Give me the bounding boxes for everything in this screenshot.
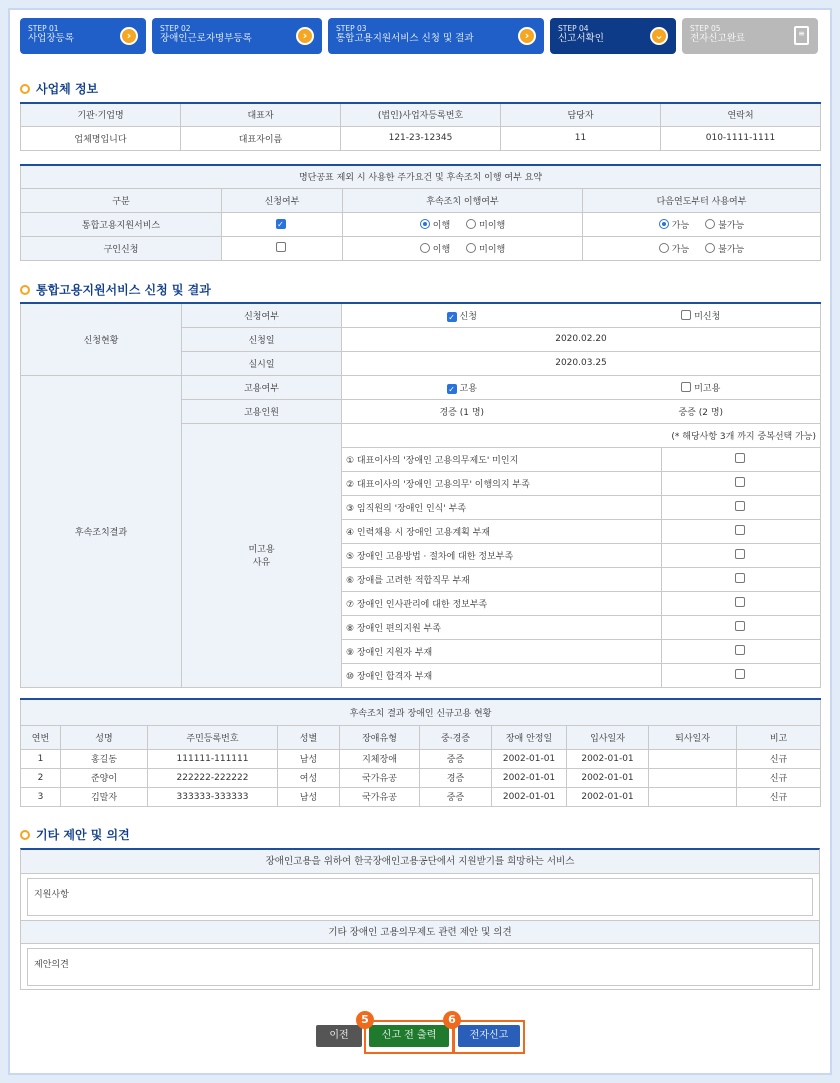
apply-yes-option[interactable]: ✓ 신청	[448, 311, 477, 322]
reason-checkbox[interactable]	[735, 597, 745, 607]
apply-date: 2020.02.20	[342, 327, 821, 351]
field-label: 고용여부	[182, 375, 342, 399]
row-label: 구인신청	[21, 236, 222, 260]
step-number: STEP 02	[160, 24, 191, 33]
column-header: (법인)사업자등록번호	[341, 103, 501, 126]
section-heading-opinion: 기타 제안 및 의견	[20, 826, 130, 843]
step-title: 통합고용지원서비스 신청 및 결과	[336, 33, 474, 44]
step-1[interactable]	[20, 18, 146, 54]
implementation-date: 2020.03.25	[342, 351, 821, 375]
prev-button[interactable]: 이전	[316, 1025, 362, 1047]
step-title: 전자신고완료	[690, 33, 746, 44]
field-label: 신청일	[182, 327, 342, 351]
step-title: 장애인근로자명부등록	[160, 33, 252, 44]
step-badge-5: 5	[356, 1011, 374, 1029]
radio-followup-do[interactable]: 이행	[420, 221, 450, 231]
hire-no-option[interactable]: 미고용	[582, 381, 821, 394]
hire-yes-option[interactable]: ✓ 고용	[448, 383, 477, 394]
column-header: 담당자	[501, 103, 661, 126]
table-row: 3 김말자 333333-333333 남성 국가유공 중증 2002-01-01 2002-01-01 신규	[21, 787, 821, 806]
table-header-row: 연번 성명 주민등록번호 성별 장애유형 중·경증 장애 안정일 입사일자 퇴사일자 비고	[21, 725, 821, 749]
apply-checkbox[interactable]	[276, 242, 286, 252]
company-table	[20, 102, 821, 151]
radio-icon	[659, 219, 669, 229]
contact: 010-1111-1111	[661, 126, 821, 150]
group-followup-result: 후속조치결과	[21, 375, 182, 687]
step-number: STEP 04	[558, 24, 589, 33]
chevron-right-icon: ›	[296, 27, 314, 45]
reason-note: (* 해당사항 3개 까지 중복선택 가능)	[342, 423, 821, 447]
column-header: 후속조치 이행여부	[343, 188, 583, 212]
submit-button[interactable]: 전자신고	[458, 1025, 520, 1047]
reason-item: ④ 인력채용 시 장애인 고용계획 부재	[342, 519, 662, 543]
group-apply-status: 신청현황	[21, 303, 182, 375]
reason-checkbox[interactable]	[735, 477, 745, 487]
field-label: 신청여부	[182, 303, 342, 327]
radio-icon	[420, 243, 430, 253]
reason-item: ⑥ 장애를 고려한 적합직무 부재	[342, 567, 662, 591]
step-number: STEP 05	[690, 24, 721, 33]
severe-count: 중증 (2 명)	[678, 407, 724, 418]
chevron-right-icon: ›	[518, 27, 536, 45]
reason-label: 미고용 사유	[182, 423, 342, 687]
reason-checkbox[interactable]	[735, 549, 745, 559]
checkbox-icon: ✓	[448, 312, 455, 322]
table-row: 1 홍길동 111111-111111 남성 지체장애 중증 2002-01-01 2002-01-01 신규	[21, 749, 821, 768]
reason-item: ⑤ 장애인 고용방법 · 절차에 대한 정보부족	[342, 543, 662, 567]
checkbox-icon: ✓	[448, 384, 455, 394]
step-3[interactable]	[328, 18, 544, 54]
radio-next-yes[interactable]: 가능	[659, 221, 689, 231]
step-title: 신고서확인	[558, 33, 604, 44]
chevron-right-icon: ›	[120, 27, 138, 45]
column-header: 연락처	[661, 103, 821, 126]
reason-checkbox[interactable]	[735, 573, 745, 583]
reason-item: ② 대표이사의 '장애인 고용의무' 이행의지 부족	[342, 471, 662, 495]
column-header: 구분	[21, 188, 222, 212]
section-heading-company: 사업체 정보	[20, 80, 98, 97]
step-title: 사업장등록	[28, 33, 74, 44]
reason-item: ① 대표이사의 '장애인 고용의무제도' 미인지	[342, 447, 662, 471]
bullet-icon	[20, 830, 30, 840]
radio-next-no[interactable]: 불가능	[705, 245, 744, 255]
document-icon: ≡	[794, 26, 809, 45]
table-row: 2 준양이 222222-222222 여성 국가유공 경증 2002-01-01 2002-01-01 신규	[21, 768, 821, 787]
reason-checkbox[interactable]	[735, 645, 745, 655]
reason-item: ⑨ 장애인 지원자 부재	[342, 639, 662, 663]
summary-title: 명단공표 제외 시 사용한 주가요건 및 후속조치 이행 여부 요약	[21, 165, 821, 188]
representative: 대표자이름	[181, 126, 341, 150]
reason-checkbox[interactable]	[735, 453, 745, 463]
radio-followup-not[interactable]: 미이행	[466, 245, 505, 255]
radio-followup-not[interactable]: 미이행	[466, 221, 505, 231]
print-button[interactable]: 신고 전 출력	[369, 1025, 449, 1047]
checkbox-icon	[681, 310, 691, 320]
summary-table	[20, 164, 821, 261]
apply-no-option[interactable]: 미신청	[582, 309, 821, 322]
checkbox-icon	[681, 382, 691, 392]
reason-item: ⑩ 장애인 합격자 부재	[342, 663, 662, 687]
step-4-current[interactable]	[550, 18, 676, 54]
opinion-box	[20, 848, 820, 990]
radio-icon	[466, 219, 476, 229]
mild-count: 경증 (1 명)	[439, 407, 485, 418]
step-5	[682, 18, 818, 54]
row-label: 통합고용지원서비스	[21, 212, 222, 236]
radio-icon	[659, 243, 669, 253]
business-number: 121-23-12345	[341, 126, 501, 150]
service-table	[20, 302, 821, 688]
question-service: 장애인고용을 위하여 한국장애인고용공단에서 지원받기를 희망하는 서비스	[21, 850, 819, 874]
column-header: 다음연도부터 사용여부	[583, 188, 821, 212]
radio-icon	[705, 243, 715, 253]
reason-checkbox[interactable]	[735, 525, 745, 535]
reason-item: ⑦ 장애인 인사관리에 대한 정보부족	[342, 591, 662, 615]
field-label: 고용인원	[182, 399, 342, 423]
radio-followup-do[interactable]: 이행	[420, 245, 450, 255]
question-opinion: 기타 장애인 고용의무제도 관련 제안 및 의견	[21, 920, 819, 944]
step-badge-6: 6	[443, 1011, 461, 1029]
reason-checkbox[interactable]	[735, 669, 745, 679]
column-header: 기관·기업명	[21, 103, 181, 126]
step-number: STEP 03	[336, 24, 367, 33]
reason-item: ⑧ 장애인 편의지원 부족	[342, 615, 662, 639]
step-number: STEP 01	[28, 24, 59, 33]
radio-next-no[interactable]: 불가능	[705, 221, 744, 231]
reason-checkbox[interactable]	[735, 501, 745, 511]
step-2[interactable]	[152, 18, 322, 54]
bullet-icon	[20, 285, 30, 295]
field-label: 실시일	[182, 351, 342, 375]
radio-icon	[420, 219, 430, 229]
apply-checkbox[interactable]: ✓	[277, 220, 284, 229]
reason-item: ③ 임직원의 '장애인 인식' 부족	[342, 495, 662, 519]
manager: 11	[501, 126, 661, 150]
step-indicator	[20, 18, 818, 54]
radio-icon	[466, 243, 476, 253]
opinion-textarea[interactable]: 제안의견	[27, 948, 813, 986]
column-header: 대표자	[181, 103, 341, 126]
radio-next-yes[interactable]: 가능	[659, 245, 689, 255]
company-name: 업체명입니다	[21, 126, 181, 150]
section-heading-service: 통합고용지원서비스 신청 및 결과	[20, 281, 211, 298]
chevron-down-icon: ⌄	[650, 27, 668, 45]
radio-icon	[705, 219, 715, 229]
column-header: 신청여부	[222, 188, 343, 212]
newhire-table	[20, 698, 821, 807]
newhire-title: 후속조치 결과 장애인 신규고용 현황	[21, 699, 821, 725]
reason-checkbox[interactable]	[735, 621, 745, 631]
bullet-icon	[20, 84, 30, 94]
service-textarea[interactable]: 지원사항	[27, 878, 813, 916]
